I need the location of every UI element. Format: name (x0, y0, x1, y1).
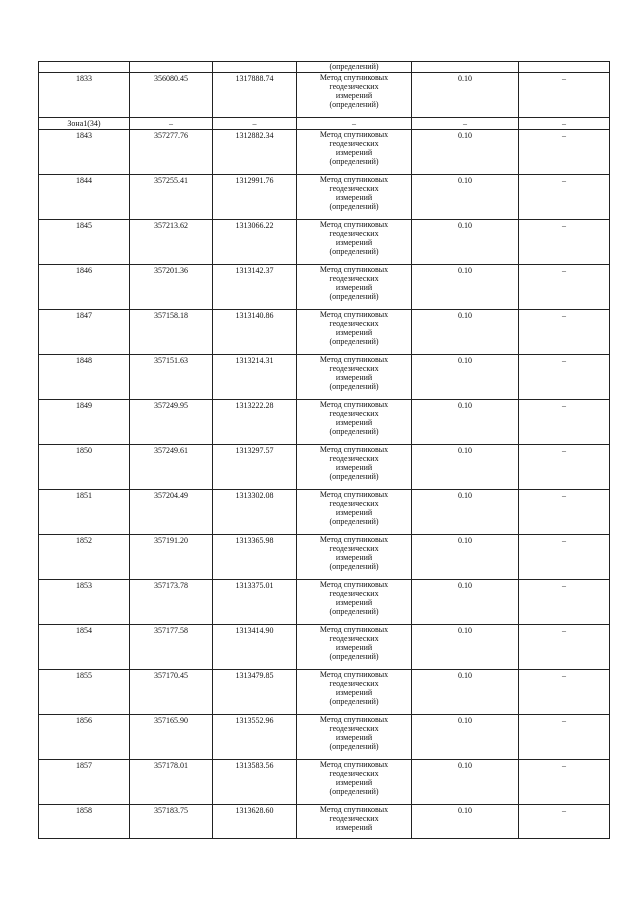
coord-y: 1312991.76 (213, 175, 297, 220)
accuracy: 0.10 (412, 73, 519, 118)
cell-dash: – (412, 118, 519, 130)
coord-y: 1313142.37 (213, 265, 297, 310)
accuracy: 0.10 (412, 445, 519, 490)
table-row (39, 130, 610, 175)
accuracy: 0.10 (412, 130, 519, 175)
method-cell (297, 355, 412, 400)
coord-x: 357249.61 (130, 445, 213, 490)
method-line: измерений (335, 553, 373, 562)
accuracy: 0.10 (412, 220, 519, 265)
point-number: 1848 (39, 355, 130, 400)
method-line: (определений) (329, 382, 379, 391)
method-line: Метод спутниковых (319, 265, 389, 274)
method-line: измерений (335, 148, 373, 157)
method-line: (определений) (329, 157, 379, 166)
accuracy: 0.10 (412, 580, 519, 625)
coord-y: 1313222.28 (213, 400, 297, 445)
point-number: 1847 (39, 310, 130, 355)
method-line: (определений) (329, 427, 379, 436)
method-line: Метод спутниковых (319, 625, 389, 634)
coord-x: 357255.41 (130, 175, 213, 220)
point-number: 1833 (39, 73, 130, 118)
method-cell (297, 400, 412, 445)
method-line: геодезических (329, 724, 379, 733)
coord-x: 357277.76 (130, 130, 213, 175)
coord-x: 357178.01 (130, 760, 213, 805)
method-line: (определений) (329, 517, 379, 526)
method-line: Метод спутниковых (319, 310, 389, 319)
accuracy: 0.10 (412, 805, 519, 839)
method-line: Метод спутниковых (319, 670, 389, 679)
method-line: (определений) (329, 742, 379, 751)
extra-dash: – (519, 805, 610, 839)
accuracy: 0.10 (412, 355, 519, 400)
coord-y: 1313140.86 (213, 310, 297, 355)
zone-row (39, 118, 610, 130)
method-line: геодезических (329, 82, 379, 91)
method-line: геодезических (329, 454, 379, 463)
extra-dash: – (519, 445, 610, 490)
method-cell (297, 445, 412, 490)
point-number: 1844 (39, 175, 130, 220)
extra-dash: – (519, 130, 610, 175)
table-row (39, 73, 610, 118)
extra-dash: – (519, 670, 610, 715)
method-line: Метод спутниковых (319, 580, 389, 589)
table-row (39, 220, 610, 265)
method-line: Метод спутниковых (319, 490, 389, 499)
table-row (39, 760, 610, 805)
table-row (39, 580, 610, 625)
coord-x: 357183.75 (130, 805, 213, 839)
point-number: 1853 (39, 580, 130, 625)
method-cell (297, 760, 412, 805)
method-cell (297, 220, 412, 265)
extra-dash: – (519, 310, 610, 355)
table-row (39, 355, 610, 400)
coord-y: 1313552.96 (213, 715, 297, 760)
point-number: 1850 (39, 445, 130, 490)
table-row (39, 535, 610, 580)
cell-dash: – (297, 118, 412, 130)
cell-empty (130, 62, 213, 73)
accuracy: 0.10 (412, 400, 519, 445)
coord-x: 357204.49 (130, 490, 213, 535)
coord-y: 1313375.01 (213, 580, 297, 625)
method-line: геодезических (329, 184, 379, 193)
method-cell (297, 130, 412, 175)
extra-dash: – (519, 535, 610, 580)
coord-y: 1313297.57 (213, 445, 297, 490)
method-line: измерений (335, 283, 373, 292)
table-row (39, 715, 610, 760)
cell-empty (519, 62, 610, 73)
extra-dash: – (519, 355, 610, 400)
method-line: геодезических (329, 364, 379, 373)
coordinates-table (38, 61, 610, 839)
method-line: (определений) (329, 337, 379, 346)
coord-x: 357191.20 (130, 535, 213, 580)
extra-dash: – (519, 580, 610, 625)
table-row (39, 805, 610, 839)
coord-x: 357158.18 (130, 310, 213, 355)
method-cell (297, 625, 412, 670)
cell-dash: – (519, 118, 610, 130)
method-cell (297, 535, 412, 580)
accuracy: 0.10 (412, 175, 519, 220)
method-line: Метод спутниковых (319, 715, 389, 724)
method-line: геодезических (329, 409, 379, 418)
cell-empty (213, 62, 297, 73)
coord-y: 1313066.22 (213, 220, 297, 265)
point-number: 1858 (39, 805, 130, 839)
point-number: 1843 (39, 130, 130, 175)
coord-y: 1313302.08 (213, 490, 297, 535)
accuracy: 0.10 (412, 310, 519, 355)
method-line: (определений) (329, 292, 379, 301)
accuracy: 0.10 (412, 490, 519, 535)
method-line: геодезических (329, 814, 379, 823)
point-number: 1845 (39, 220, 130, 265)
method-line: Метод спутниковых (319, 73, 389, 82)
coord-y: 1313214.31 (213, 355, 297, 400)
method-cell (297, 715, 412, 760)
cell-empty (39, 62, 130, 73)
method-line: Метод спутниковых (319, 445, 389, 454)
point-number: 1851 (39, 490, 130, 535)
point-number: 1856 (39, 715, 130, 760)
coord-x: 357165.90 (130, 715, 213, 760)
extra-dash: – (519, 220, 610, 265)
extra-dash: – (519, 175, 610, 220)
coord-x: 356080.45 (130, 73, 213, 118)
method-line: геодезических (329, 589, 379, 598)
method-line: геодезических (329, 769, 379, 778)
method-line: измерений (335, 688, 373, 697)
method-line: (определений) (329, 100, 379, 109)
coord-y: 1313414.90 (213, 625, 297, 670)
table-row (39, 670, 610, 715)
extra-dash: – (519, 625, 610, 670)
method-cell (297, 73, 412, 118)
extra-dash: – (519, 400, 610, 445)
extra-dash: – (519, 490, 610, 535)
method-line: Метод спутниковых (319, 760, 389, 769)
method-line: геодезических (329, 499, 379, 508)
method-line: измерений (335, 508, 373, 517)
method-line: (определений) (329, 202, 379, 211)
method-line: геодезических (329, 544, 379, 553)
method-line: (определений) (329, 472, 379, 481)
table-row (39, 490, 610, 535)
method-line: геодезических (329, 679, 379, 688)
method-line: измерений (335, 598, 373, 607)
coord-x: 357201.36 (130, 265, 213, 310)
table-row (39, 625, 610, 670)
continuation-row (39, 62, 610, 73)
point-number: 1855 (39, 670, 130, 715)
method-cell (297, 490, 412, 535)
accuracy: 0.10 (412, 760, 519, 805)
method-cell (297, 265, 412, 310)
method-line: (определений) (329, 247, 379, 256)
method-cell (297, 580, 412, 625)
method-line: измерений (335, 328, 373, 337)
coord-x: 357213.62 (130, 220, 213, 265)
coord-y: 1312882.34 (213, 130, 297, 175)
coord-y: 1313479.85 (213, 670, 297, 715)
accuracy: 0.10 (412, 625, 519, 670)
method-line: Метод спутниковых (319, 175, 389, 184)
method-line: Метод спутниковых (319, 355, 389, 364)
coord-y: 1313583.56 (213, 760, 297, 805)
coord-y: 1313365.98 (213, 535, 297, 580)
coord-x: 357173.78 (130, 580, 213, 625)
table-row (39, 265, 610, 310)
method-line: измерений (335, 643, 373, 652)
method-line: геодезических (329, 229, 379, 238)
point-number: 1852 (39, 535, 130, 580)
table-row (39, 175, 610, 220)
accuracy: 0.10 (412, 670, 519, 715)
method-cell (297, 670, 412, 715)
zone-label: Зона1(34) (39, 118, 130, 130)
method-line: (определений) (329, 607, 379, 616)
method-line: Метод спутниковых (319, 130, 389, 139)
method-line: измерений (335, 373, 373, 382)
accuracy: 0.10 (412, 265, 519, 310)
method-cell (297, 310, 412, 355)
cell-dash: – (130, 118, 213, 130)
table-row (39, 310, 610, 355)
method-line: геодезических (329, 319, 379, 328)
method-line: Метод спутниковых (319, 220, 389, 229)
method-line: геодезических (329, 139, 379, 148)
method-line: (определений) (329, 697, 379, 706)
table-row (39, 445, 610, 490)
table-row (39, 400, 610, 445)
point-number: 1846 (39, 265, 130, 310)
coord-x: 357177.58 (130, 625, 213, 670)
continuation-text: (определений) (297, 62, 412, 73)
method-line: измерений (335, 238, 373, 247)
extra-dash: – (519, 73, 610, 118)
extra-dash: – (519, 265, 610, 310)
method-cell (297, 805, 412, 839)
method-line: измерений (335, 418, 373, 427)
coord-y: 1317888.74 (213, 73, 297, 118)
cell-empty (412, 62, 519, 73)
method-line: измерений (335, 778, 373, 787)
method-line: Метод спутниковых (319, 805, 389, 814)
method-line: измерений (335, 733, 373, 742)
coord-x: 357170.45 (130, 670, 213, 715)
accuracy: 0.10 (412, 535, 519, 580)
table-body (39, 62, 610, 839)
method-line: измерений (335, 91, 373, 100)
method-line: (определений) (329, 787, 379, 796)
method-line: геодезических (329, 634, 379, 643)
method-line: Метод спутниковых (319, 535, 389, 544)
method-line: измерений (335, 463, 373, 472)
extra-dash: – (519, 715, 610, 760)
coord-x: 357249.95 (130, 400, 213, 445)
method-line: (определений) (329, 562, 379, 571)
method-line: геодезических (329, 274, 379, 283)
extra-dash: – (519, 760, 610, 805)
point-number: 1854 (39, 625, 130, 670)
point-number: 1849 (39, 400, 130, 445)
method-line: Метод спутниковых (319, 400, 389, 409)
point-number: 1857 (39, 760, 130, 805)
accuracy: 0.10 (412, 715, 519, 760)
cell-dash: – (213, 118, 297, 130)
method-line: измерений (335, 823, 373, 832)
coord-x: 357151.63 (130, 355, 213, 400)
coord-y: 1313628.60 (213, 805, 297, 839)
method-cell (297, 175, 412, 220)
method-line: (определений) (329, 652, 379, 661)
method-line: измерений (335, 193, 373, 202)
